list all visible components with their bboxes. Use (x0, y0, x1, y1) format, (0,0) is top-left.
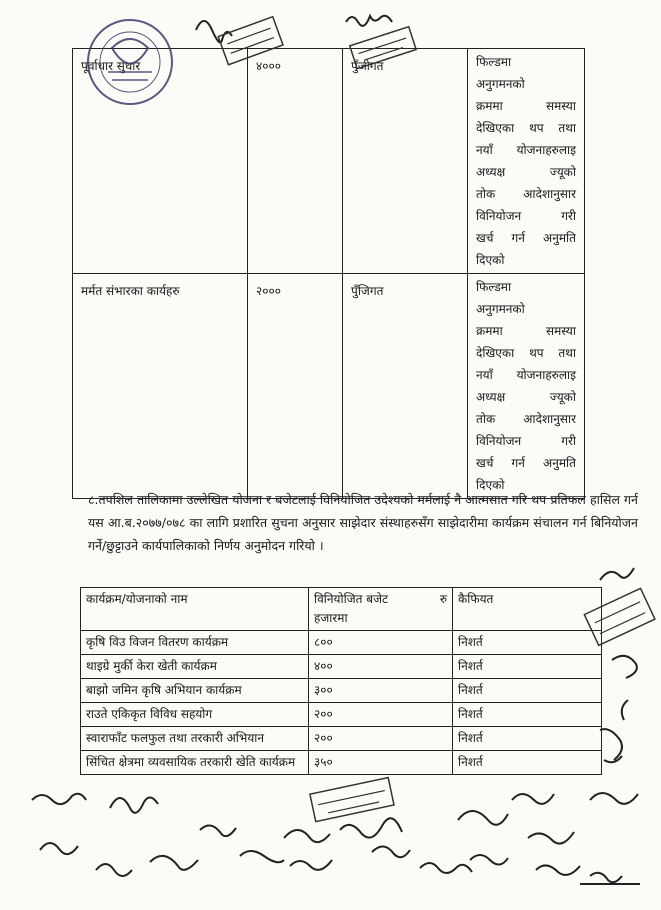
signatures-bottom (32, 793, 640, 884)
header-budget-label: विनियोजित बजेट (314, 592, 389, 606)
signature (600, 568, 637, 762)
remark-line: विनियोजन गरी (476, 209, 576, 223)
table-row (81, 631, 602, 655)
budget-cell: ४०० (309, 655, 453, 679)
header-budget (309, 588, 453, 631)
remark-line: नयाँ योजनाहरुलाइ (476, 143, 576, 157)
program-name-cell: स्वाराफाँट फलफुल तथा तरकारी अभियान (81, 727, 309, 751)
type-cell: पुँजीगत (343, 49, 468, 274)
table-row (81, 751, 602, 775)
program-name-cell: राउते एकिकृत विविध सहयोग (81, 703, 309, 727)
table-row (81, 655, 602, 679)
remark-line: फिल्डमा (476, 280, 512, 294)
header-budget-unit: हजारमा (314, 611, 348, 625)
remark-line: देखिएका थप तथा (476, 121, 576, 135)
decision-paragraph: ८.तपशिल तालिकामा उल्लेखित योजना र बजेटलाई विनियोजित उदेश्यको मर्मलाई नै आत्मसात गरि थप प्रतिफल हासिल गर्न यस आ.ब.२०७७/०७८ का लागि प्रशारित सुचना अनुसार साझेदार संस्थाहरुसँग साझेदारीमा कार्यक्रम संचालन गर्न बिनियोजन गर्ने/छुट्टाउने कार्यपालिकाको निर्णय अनुमोदन गरियो । (88, 492, 638, 553)
remark-line: फिल्डमा (476, 55, 512, 69)
remark-line: दिएको (476, 478, 505, 492)
header-budget-currency: रु (439, 592, 447, 606)
header-remark: कैफियत (453, 588, 602, 631)
remark-line: तोक आदेशानुसार (476, 187, 576, 201)
top-budget-table (72, 48, 585, 499)
remark-line: अनुगमनको (476, 302, 525, 316)
table-row (73, 49, 585, 274)
budget-cell: ३०० (309, 679, 453, 703)
remark-line: क्रममा समस्या (476, 324, 576, 338)
amount-cell: ४००० (248, 49, 343, 274)
remark-cell: निशर्त (453, 631, 602, 655)
remark-cell: निशर्त (453, 727, 602, 751)
amount-cell: २००० (248, 274, 343, 499)
remark-cell (468, 49, 585, 274)
remark-line: खर्च गर्न अनुमति (476, 456, 576, 470)
table-row (81, 703, 602, 727)
remark-line: अध्यक्ष ज्यूको (476, 390, 576, 404)
remark-line: तोक आदेशानुसार (476, 412, 576, 426)
program-name-cell: मर्मत संभारका कार्यहरु (73, 274, 248, 499)
budget-cell: ३५० (309, 751, 453, 775)
remark-cell: निशर्त (453, 679, 602, 703)
budget-cell: २०० (309, 703, 453, 727)
budget-cell: ८०० (309, 631, 453, 655)
program-name-cell: बाझो जमिन कृषि अभियान कार्यक्रम (81, 679, 309, 703)
remark-line: खर्च गर्न अनुमति (476, 231, 576, 245)
remark-line: अध्यक्ष ज्यूको (476, 165, 576, 179)
remark-line: विनियोजन गरी (476, 434, 576, 448)
table-row (81, 727, 602, 751)
program-name-cell: कृषि विउ विजन वितरण कार्यक्रम (81, 631, 309, 655)
signature (346, 16, 392, 26)
remark-line: क्रममा समस्या (476, 99, 576, 113)
remark-cell: निशर्त (453, 655, 602, 679)
type-cell: पुँजिगत (343, 274, 468, 499)
remark-line: नयाँ योजनाहरुलाइ (476, 368, 576, 382)
program-name-cell: पूर्वाधार सुधार (73, 49, 248, 274)
budget-cell: २०० (309, 727, 453, 751)
header-program-name: कार्यक्रम/योजनाको नाम (81, 588, 309, 631)
program-allocation-table (80, 587, 602, 775)
remark-line: देखिएका थप तथा (476, 346, 576, 360)
remark-line: अनुगमनको (476, 77, 525, 91)
program-name-cell: थाइग्रे मुर्की केरा खेती कार्यक्रम (81, 655, 309, 679)
name-stamp-bottom (310, 778, 394, 822)
remark-line: दिएको (476, 253, 505, 267)
remark-cell: निशर्त (453, 703, 602, 727)
signature (196, 21, 232, 42)
remark-cell: निशर्त (453, 751, 602, 775)
table-header-row (81, 588, 602, 631)
remark-cell (468, 274, 585, 499)
table-row (81, 679, 602, 703)
program-name-cell: सिंचित क्षेत्रमा व्यवसायिक तरकारी खेति कार्यक्रम (81, 751, 309, 775)
table-row (73, 274, 585, 499)
